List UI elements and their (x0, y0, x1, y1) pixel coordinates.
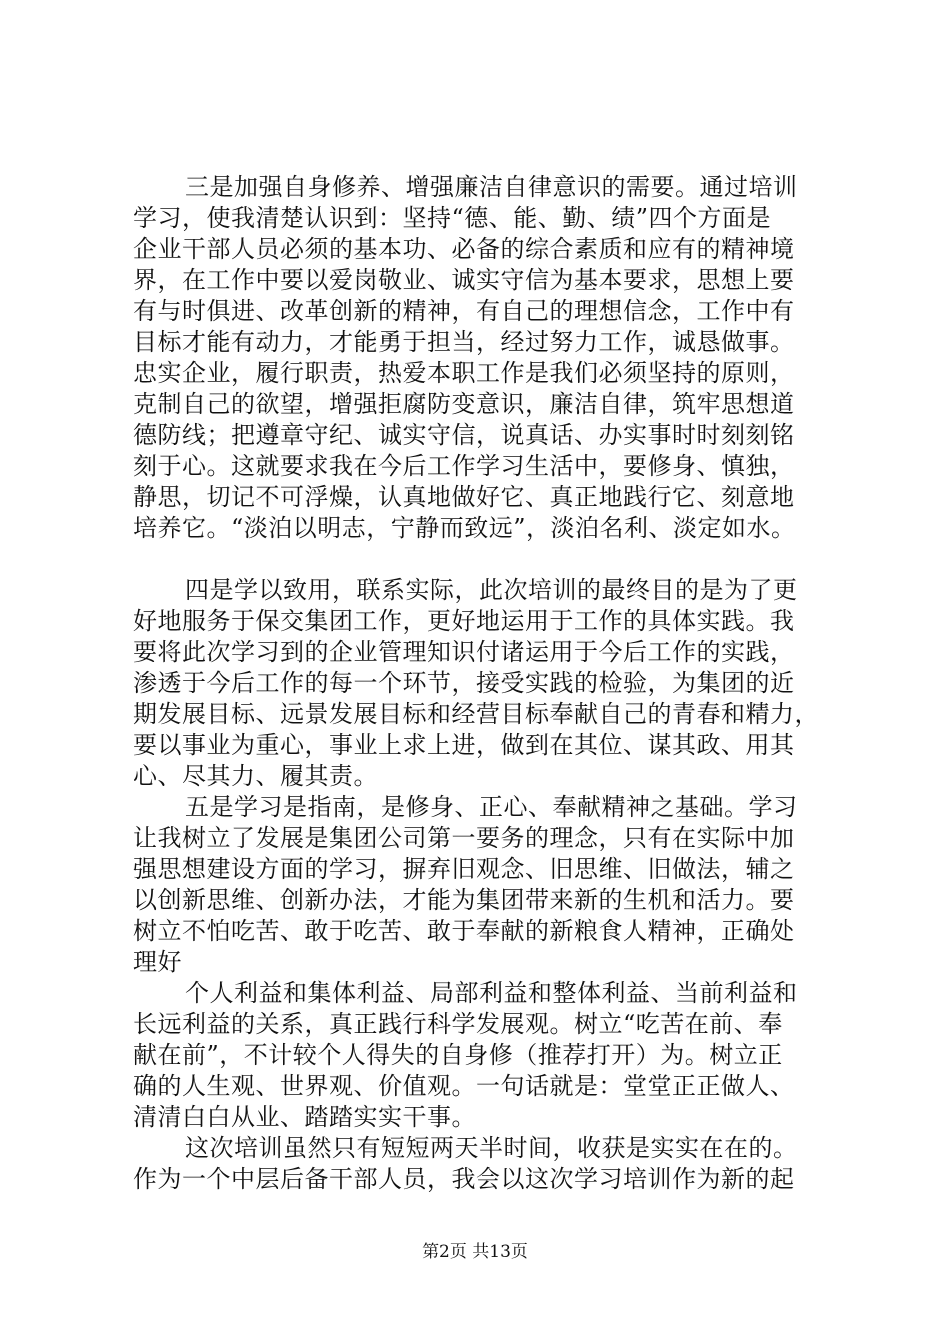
text-line: 刻于心。这就要求我在今后工作学习生活中，要修身、慎独， (133, 452, 795, 480)
text-line: 要以事业为重心，事业上求上进，做到在其位、谋其政、用其 (133, 731, 795, 759)
text-line: 静思，切记不可浮燥，认真地做好它、真正地践行它、刻意地 (133, 483, 795, 511)
text-line: 企业干部人员必须的基本功、必备的综合素质和应有的精神境 (133, 235, 795, 263)
text-line: 理好 (133, 948, 182, 976)
text-line: 学习，使我清楚认识到：坚持“德、能、勤、绩”四个方面是 (133, 204, 772, 232)
text-line: 树立不怕吃苦、敢于吃苦、敢于奉献的新粮食人精神，正确处 (133, 917, 795, 945)
text-line: 让我树立了发展是集团公司第一要务的理念，只有在实际中加 (133, 824, 795, 852)
text-line: 这次培训虽然只有短短两天半时间，收获是实实在在的。 (185, 1134, 798, 1162)
page-number-footer: 第2页 共13页 (422, 1242, 528, 1262)
text-line: 要将此次学习到的企业管理知识付诸运用于今后工作的实践， (133, 638, 795, 666)
text-line: 献在前”，不计较个人得失的自身修（推荐打开）为。树立正 (133, 1041, 783, 1069)
text-line: 界，在工作中要以爱岗敬业、诚实守信为基本要求，思想上要 (133, 266, 795, 294)
text-line: 克制自己的欲望，增强拒腐防变意识，廉洁自律，筑牢思想道 (133, 390, 795, 418)
text-line: 目标才能有动力，才能勇于担当，经过努力工作，诚恳做事。 (133, 328, 795, 356)
text-line: 四是学以致用，联系实际，此次培训的最终目的是为了更 (185, 576, 798, 604)
text-line: 忠实企业，履行职责，热爱本职工作是我们必须坚持的原则， (133, 359, 795, 387)
text-line: 个人利益和集体利益、局部利益和整体利益、当前利益和 (185, 979, 798, 1007)
text-line: 以创新思维、创新办法，才能为集团带来新的生机和活力。要 (133, 886, 795, 914)
text-line: 清清白白从业、踏踏实实干事。 (133, 1103, 476, 1131)
text-line: 期发展目标、远景发展目标和经营目标奉献自己的青春和精力， (133, 700, 819, 728)
text-line: 三是加强自身修养、增强廉洁自律意识的需要。通过培训 (185, 173, 798, 201)
text-line: 作为一个中层后备干部人员，我会以这次学习培训作为新的起 (133, 1165, 795, 1193)
text-line: 好地服务于保交集团工作，更好地运用于工作的具体实践。我 (133, 607, 795, 635)
text-line: 心、尽其力、履其责。 (133, 762, 378, 790)
text-line: 五是学习是指南，是修身、正心、奉献精神之基础。学习 (185, 793, 798, 821)
text-line: 培养它。“淡泊以明志，宁静而致远”，淡泊名利、淡定如水。 (133, 514, 796, 542)
text-line: 有与时俱进、改革创新的精神，有自己的理想信念，工作中有 (133, 297, 795, 325)
text-line: 德防线；把遵章守纪、诚实守信，说真话、办实事时时刻刻铭 (133, 421, 795, 449)
text-line: 确的人生观、世界观、价值观。一句话就是：堂堂正正做人、 (133, 1072, 795, 1100)
text-line: 强思想建设方面的学习，摒弃旧观念、旧思维、旧做法，辅之 (133, 855, 795, 883)
text-line: 长远利益的关系，真正践行科学发展观。树立“吃苦在前、奉 (133, 1010, 783, 1038)
text-line: 渗透于今后工作的每一个环节，接受实践的检验，为集团的近 (133, 669, 795, 697)
